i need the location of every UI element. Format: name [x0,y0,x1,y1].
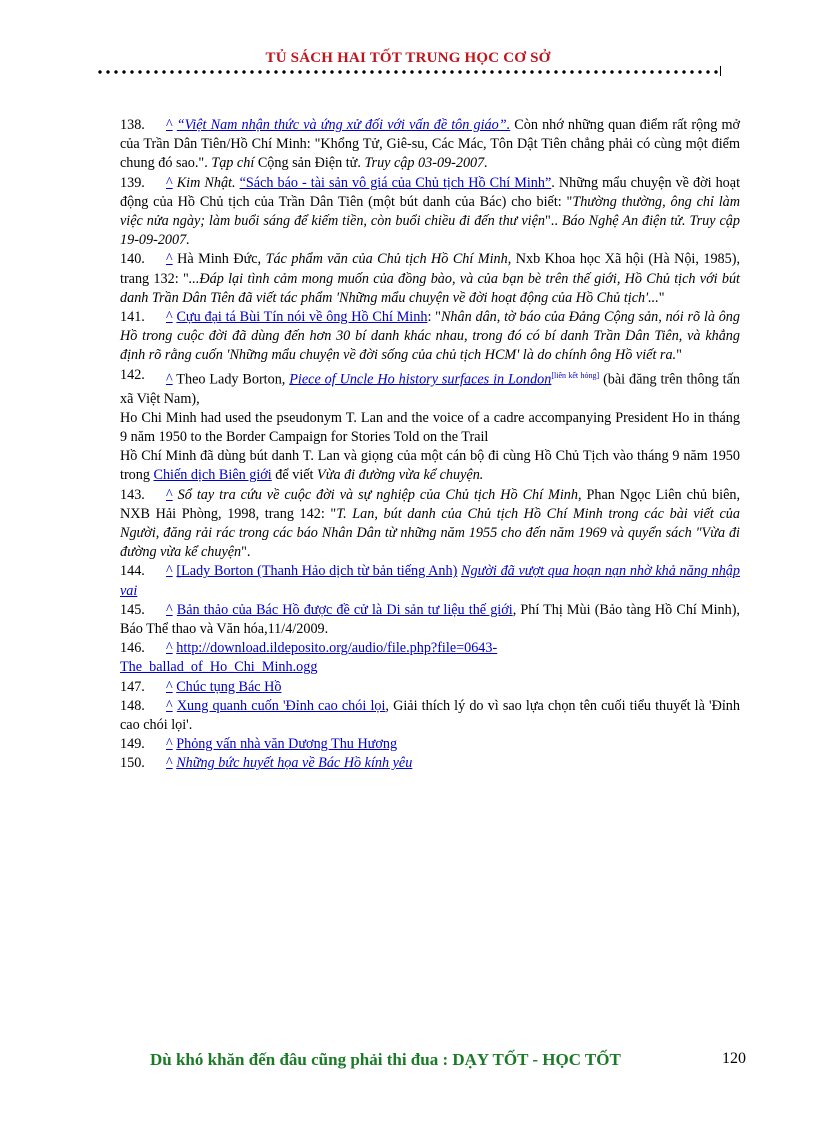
reference-number: 138. [120,117,145,133]
reference-number: 147. [120,678,145,695]
reference-item-142 [120,366,740,486]
reference-italic: ...Đáp lại tình cảm mong muốn của đồng bào, và của bạn bè trên thế giới, Hồ Chủ tịch với bút danh Trần Dân Tiên đã viết tác phẩm 'Những mẩu chuyện về đời hoạt động của Hồ Chủ tịch'... [120,270,740,306]
broken-link-note[interactable]: [liên kết hỏng] [551,370,600,380]
reference-link[interactable]: Bản thảo của Bác Hồ được đề cử là Di sản tư liệu thế giới [176,601,513,618]
footer-slogan: Dù khó khăn đến đâu cũng phải thi đua : DẠY TỐT - HỌC TỐT [150,1050,621,1069]
reference-number: 144. [120,563,145,580]
reference-item-139 [120,174,740,251]
reference-link[interactable]: “Sách báo - tài sản vô giá của Chủ tịch Hồ Chí Minh” [239,174,552,191]
reference-item-148 [120,697,740,735]
reference-list [120,116,740,774]
header-rule-end-tick [720,66,721,76]
reference-link[interactable]: Chúc tụng Bác Hồ [176,678,282,695]
reference-quote-english: Ho Chi Minh had used the pseudonym T. Lan and the voice of a cadre accompanying President Ho in tháng 9 năm 1950 to the Border Campaign for Stories Told on the Trail [120,409,740,445]
back-link-caret[interactable]: ^ [166,601,173,618]
reference-item-150 [120,754,740,773]
reference-text: ".. [544,213,562,230]
reference-url-link[interactable]: http://download.ildeposito.org/audio/file.php?file=0643- [176,640,498,657]
reference-text: Theo Lady Borton, [172,371,290,388]
back-link-caret[interactable]: ^ [166,117,173,133]
reference-number: 141. [120,309,145,326]
reference-number: 142. [120,366,145,383]
reference-text: " [658,289,665,306]
reference-text: để viết [271,467,318,484]
reference-item-144 [120,562,740,600]
reference-item-146 [120,639,740,677]
reference-italic: Vừa đi đường vừa kể chuyện. [317,467,484,484]
reference-item-138 [120,116,740,174]
reference-italic: Truy cập 03-09-2007. [364,155,488,172]
reference-text: (bài đăng trên thông tấn xã Việt Nam), [120,371,740,407]
reference-item-149 [120,735,740,754]
back-link-caret[interactable]: ^ [166,736,173,753]
back-link-caret[interactable]: ^ [166,563,173,580]
header-dotted-rule [96,70,720,74]
reference-number: 143. [120,486,145,503]
reference-item-147 [120,678,740,697]
back-link-caret[interactable]: ^ [166,251,173,268]
reference-number: 148. [120,697,145,714]
reference-italic: Nhân dân, tờ báo của Đảng Cộng sản, nói rõ là ông Hồ trong cuộc đời đã dùng đến hơn 30 bí danh khác nhau, trong đó có bí danh Trần Dân Tiên, và khẳng định rõ rằng cuốn 'Những mẩu chuyện về đời sống của chủ tịch HCM' là do chính ông Hồ viết ra. [120,309,740,364]
reference-number: 140. [120,251,145,268]
reference-link[interactable]: Chiến dịch Biên giới [153,467,272,484]
reference-link[interactable]: Xung quanh cuốn 'Đỉnh cao chói lọi [176,697,386,714]
back-link-caret[interactable]: ^ [166,640,173,657]
back-link-caret[interactable]: ^ [166,309,173,326]
reference-link[interactable]: Piece of Uncle Ho history surfaces in London [289,371,552,388]
reference-link[interactable]: Những bức huyết họa về Bác Hồ kính yêu [176,755,413,772]
reference-number: 145. [120,601,145,618]
reference-text: " [676,347,682,364]
reference-link[interactable]: Người đã vượt qua hoạn nạn nhờ khả năng nhập vai [120,563,740,599]
reference-link[interactable]: [Lady Borton (Thanh Hảo dịch từ bản tiếng Anh) [176,563,458,580]
reference-number: 139. [120,174,145,191]
page-header-title: TỦ SÁCH HAI TỐT TRUNG HỌC CƠ SỞ [265,50,551,66]
reference-text: Cộng sản Điện tử. [254,155,365,172]
reference-italic: Kim Nhật. [176,174,236,191]
back-link-caret[interactable]: ^ [166,678,173,695]
reference-item-143 [120,486,740,563]
reference-item-141 [120,308,740,366]
reference-number: 150. [120,755,145,772]
reference-link[interactable]: Phỏng vấn nhà văn Dương Thu Hương [176,736,398,753]
reference-link[interactable]: Cựu đại tá Bùi Tín nói về ông Hồ Chí Minh [176,309,428,326]
reference-item-140 [120,250,740,308]
reference-number: 146. [120,640,145,657]
reference-text: , Phan Ngọc Liên chủ biên, NXB Hải Phòng, 1998, trang 142: " [120,486,741,522]
back-link-caret[interactable]: ^ [166,486,173,503]
page-number: 120 [722,1050,746,1067]
reference-italic: Báo Nghệ An điện tử. Truy cập 19-09-2007. [120,213,740,249]
reference-italic: Thường thường, ông chỉ làm việc nửa ngày; làm buổi sáng để kiếm tiền, còn buổi chiều đi đến thư viện [120,193,740,230]
back-link-caret[interactable]: ^ [166,371,173,388]
reference-link[interactable]: “Việt Nam nhận thức và ứng xử đối với vấn đề tôn giáo”. [176,117,511,133]
reference-item-145 [120,601,740,639]
reference-text: : " [427,309,441,326]
reference-italic: T. Lan, bút danh của Chủ tịch Hồ Chí Minh trong các bài viết của Người, đăng rải rác trong các báo Nhân Dân từ những năm 1955 cho đến năm 1969 và quyển sách "Vừa đi đường vừa kể chuyện [120,505,740,561]
reference-number: 149. [120,736,145,753]
reference-text: Hà Minh Đức, [172,251,266,268]
reference-url-link[interactable]: The_ballad_of_Ho_Chi_Minh.ogg [120,659,318,676]
back-link-caret[interactable]: ^ [166,755,173,772]
reference-text: Hồ Chí Minh đã dùng bút danh T. Lan và giọng của một cán bộ đi cùng Hồ Chủ Tịch vào tháng 9 năm 1950 trong [120,448,740,484]
reference-text: Còn nhớ những quan điểm rất rộng mở của Trần Dân Tiên/Hồ Chí Minh: "Khổng Tử, Giê-su, Các Mác, Tôn Dật Tiên chẳng phải có cùng một điểm chung đó sao.". [120,117,741,172]
back-link-caret[interactable]: ^ [166,697,173,714]
reference-italic: Tác phẩm văn của Chủ tịch Hồ Chí Minh [265,251,508,268]
reference-text: , Nxb Khoa học Xã hội (Hà Nội, 1985), trang 132: " [120,251,740,287]
reference-text: , Phí Thị Mùi (Bảo tàng Hồ Chí Minh), Báo Thể thao và Văn hóa,11/4/2009. [120,601,740,638]
reference-text: . Những mẩu chuyện về đời hoạt động của Hồ Chủ tịch của Trần Dân Tiên (một bút danh của Bác) cho biết: " [120,174,741,210]
reference-text: ". [241,544,251,561]
reference-italic: Tạp chí [211,155,255,172]
reference-text: , Giải thích lý do vì sao lựa chọn tên cuối tiểu thuyết là 'Đỉnh cao chói lọi'. [120,697,740,734]
back-link-caret[interactable]: ^ [166,174,173,191]
reference-italic: Sổ tay tra cứu về cuộc đời và sự nghiệp của Chủ tịch Hồ Chí Minh [177,486,578,503]
